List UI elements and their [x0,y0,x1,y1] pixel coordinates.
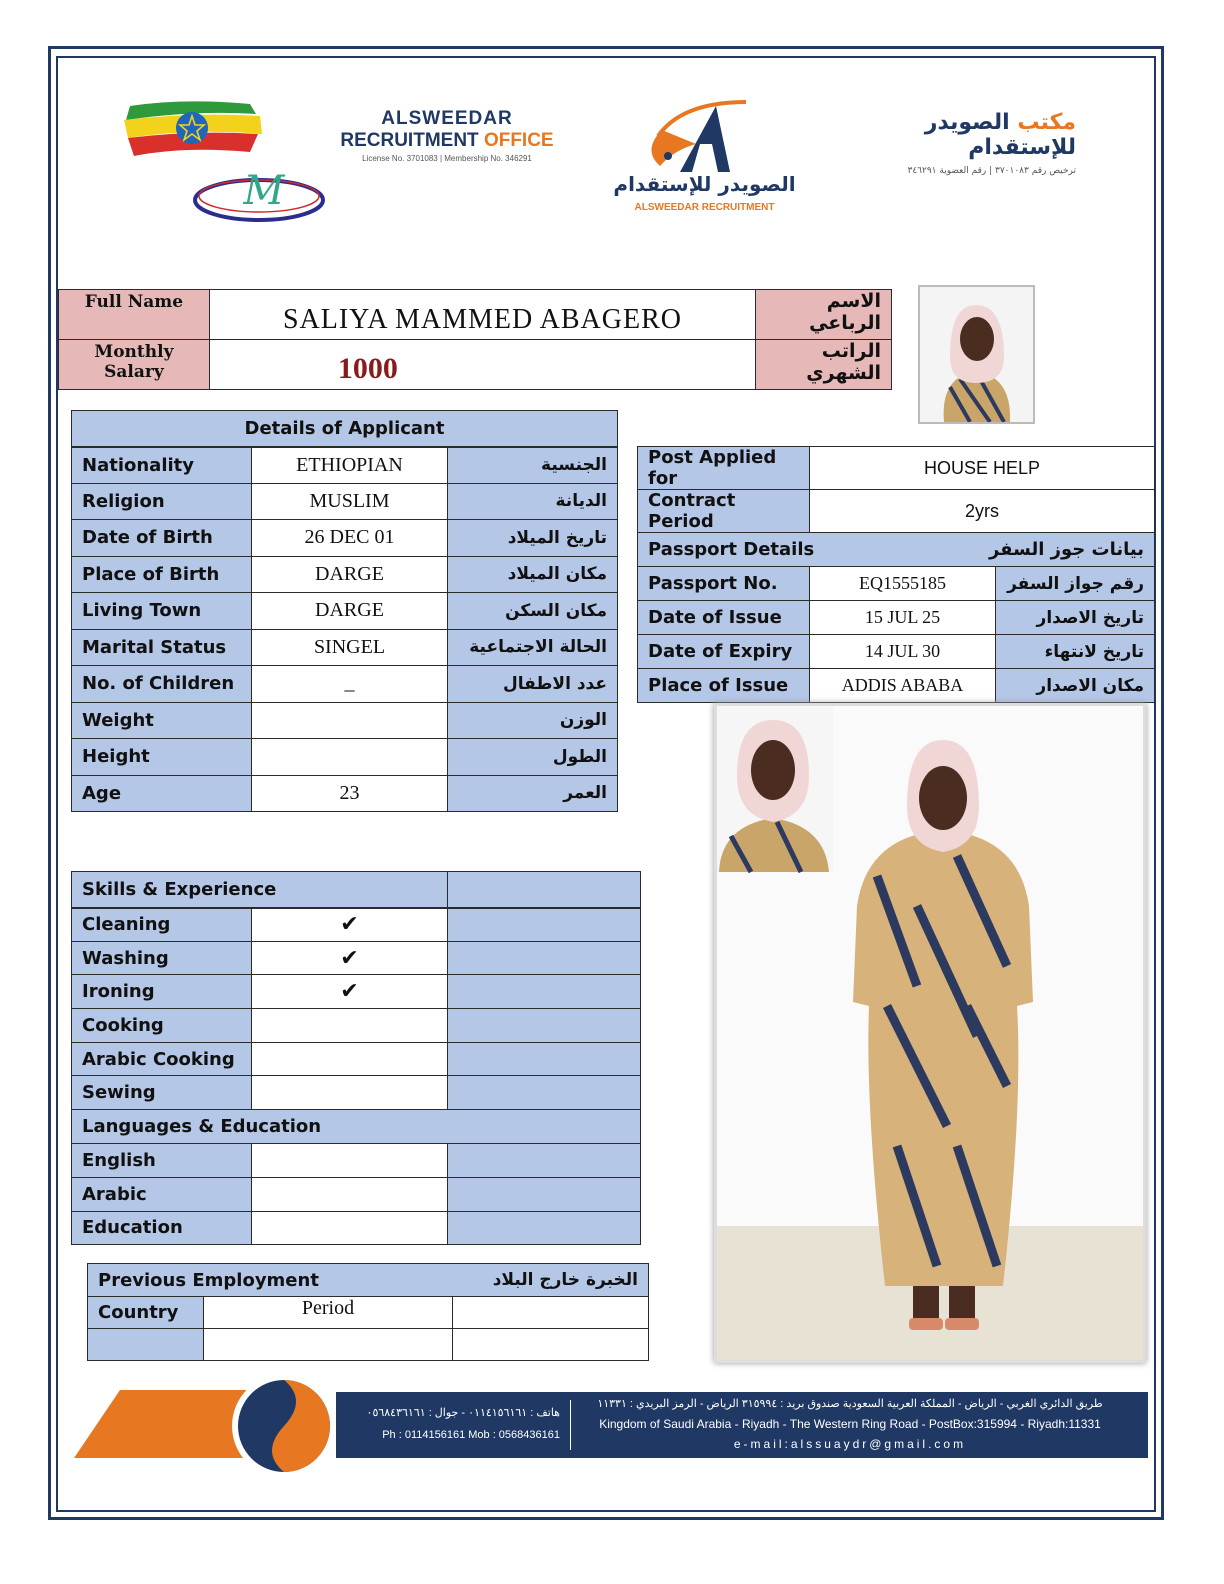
skill-label-cell [72,941,252,975]
footer-address-english: Kingdom of Saudi Arabia - Riyadh - The Western Ring Road - PostBox:315994 - Riyadh:11331 [599,1417,1101,1431]
details-label: Living Town [82,600,202,622]
details-label: No. of Children [82,673,235,695]
details-arabic-cell [448,593,618,630]
ethiopia-flag-logo [124,100,262,158]
employment-row-extra [453,1329,649,1361]
passport-label: Place of Issue [648,675,789,696]
skill-row [72,1042,641,1076]
skills-title-empty-cell [448,872,641,908]
skill-label: English [82,1149,156,1171]
salary-arabic: الراتب الشهري [806,340,881,384]
details-label-cell [72,739,252,776]
passport-arabic: تاريخ الاصدار [1036,607,1144,628]
skill-row [72,975,641,1009]
full-name-arabic-cell [756,290,892,340]
skill-label-cell [72,1076,252,1110]
details-arabic-cell [448,556,618,593]
details-label: Age [82,782,122,804]
period-header-cell [204,1297,453,1329]
passport-label-cell [638,635,810,669]
details-label: Date of Birth [82,527,213,549]
office-english-logo [332,108,562,163]
details-label: Religion [82,490,165,512]
skill-check-cell [252,908,448,942]
portrait-small-image [920,287,1033,422]
details-arabic: تاريخ الميلاد [507,527,607,548]
details-value-cell [252,520,448,557]
contract-value-cell [810,490,1155,533]
details-row [72,702,618,739]
passport-value: ADDIS ABABA [841,675,964,695]
details-row [72,556,618,593]
salary-value: 1000 [337,351,398,385]
skill-label-cell [72,908,252,942]
details-arabic: الجنسية [541,455,607,475]
skill-row [72,1211,641,1245]
skill-extra-cell [448,908,641,942]
skill-check-cell [252,941,448,975]
skills-table [71,871,641,1245]
details-row [72,483,618,520]
details-arabic-cell [448,520,618,557]
details-value: _ [344,672,355,695]
details-arabic-cell [448,666,618,703]
skill-extra-cell [448,1177,641,1211]
details-label-cell [72,629,252,666]
passport-arabic: تاريخ لانتهاء [1044,641,1144,662]
passport-label: Passport No. [648,573,778,594]
passport-value: 14 JUL 30 [864,641,941,661]
post-passport-table [637,446,1155,703]
passport-arabic: مكان الاصدار [1036,675,1144,696]
details-arabic: مكان الميلاد [507,564,607,585]
skill-label: Education [82,1217,183,1239]
footer-address-arabic: طريق الدائري الغربي - الرياض - المملكة العربية السعودية صندوق بريد : ٣١٥٩٩٤ الرياض - الرمز البريدي : ١١٣٣١ [597,1398,1103,1410]
skill-label-cell [72,1177,252,1211]
skill-label: Washing [82,947,169,969]
details-arabic: الحالة الاجتماعية [469,637,607,658]
contract-label-cell [638,490,810,533]
details-label-cell [72,593,252,630]
details-row [72,447,618,484]
m-logo-letter: M [243,168,285,214]
office-arabic-name: مكتب الصويدر للإستقدام [924,110,1076,160]
footer-phone [360,1402,560,1446]
skill-check-cell [252,1177,448,1211]
contract-label: Contract Period [648,490,736,532]
details-label: Marital Status [82,636,227,658]
details-row [72,666,618,703]
employment-table [87,1263,649,1361]
details-table [71,410,618,812]
skill-label-cell [72,1009,252,1043]
alsweedar-a-logo [612,100,797,218]
passport-row [638,635,1155,669]
details-value-cell [252,483,448,520]
office-license-text: License No. 3701083 | Membership No. 346291 [362,154,532,163]
skill-row [72,908,641,942]
details-value-cell [252,702,448,739]
office-name-line1: ALSWEEDAR [381,108,513,129]
details-title-cell [72,411,618,447]
skill-label: Cleaning [82,914,171,936]
passport-value: 15 JUL 25 [864,607,941,627]
passport-value-cell [810,669,996,703]
office-arabic-license: ترخيص رقم ٣٧٠١٠٨٣ | رقم العضوية ٣٤٦٢٩١ [907,166,1076,176]
details-label-cell [72,483,252,520]
details-value-cell [252,593,448,630]
details-arabic: العمر [563,783,607,804]
skill-label: Sewing [82,1082,156,1104]
details-title: Details of Applicant [244,417,445,439]
details-row [72,629,618,666]
details-value: 23 [339,781,360,804]
footer-phone-arabic: هاتف : ٠١١٤١٥٦١٦١ - جوال : ٠٥٦٨٤٣٦١٦١ [366,1407,560,1419]
employment-row-country [88,1329,204,1361]
details-arabic-cell [448,702,618,739]
details-label: Place of Birth [82,563,220,585]
details-arabic-cell [448,447,618,484]
passport-row [638,601,1155,635]
details-arabic: الطول [552,746,607,767]
details-arabic-cell [448,629,618,666]
salary-label-cell [59,340,210,390]
office-arabic-logo [820,110,1076,176]
skill-label: Cooking [82,1014,164,1036]
country-header: Country [98,1302,179,1323]
skill-extra-cell [448,1144,641,1178]
details-value: 26 DEC 01 [304,526,395,549]
skill-check-cell [252,1009,448,1043]
details-value-cell [252,629,448,666]
applicant-photo-full [714,703,1146,1363]
employment-title-cell [88,1264,649,1297]
details-value: ETHIOPIAN [296,453,403,476]
details-value: MUSLIM [309,489,390,512]
details-label-cell [72,556,252,593]
footer-phone-english: Ph : 0114156161 Mob : 0568436161 [382,1429,560,1441]
skill-extra-cell [448,975,641,1009]
details-value-cell [252,666,448,703]
details-arabic-cell [448,739,618,776]
check-mark-icon: ✔ [340,912,359,938]
footer-circle-logo [230,1372,338,1480]
check-mark-icon: ✔ [340,945,359,971]
details-value-cell [252,556,448,593]
passport-label-cell [638,567,810,601]
post-label: Post Applied for [648,447,777,489]
skill-row [72,1177,641,1211]
skill-check-cell [252,1211,448,1245]
post-value-cell [810,447,1155,490]
passport-title: Passport Details [648,539,815,560]
post-value: HOUSE HELP [923,457,1041,478]
details-label: Weight [82,709,154,731]
passport-label: Date of Expiry [648,641,793,662]
details-value: DARGE [315,599,384,622]
footer-address [580,1394,1120,1454]
details-label-cell [72,775,252,812]
full-name-label: Full Name [84,292,184,312]
details-arabic: الديانة [555,491,607,512]
passport-arabic: رقم جواز السفر [1007,573,1144,594]
languages-title: Languages & Education [82,1116,322,1138]
full-name-label-cell [59,290,210,340]
contract-value: 2yrs [964,500,999,521]
skill-row [72,1009,641,1043]
skill-extra-cell [448,1211,641,1245]
salary-label: Monthly Salary [94,342,174,382]
footer-orange-shape [74,1390,246,1458]
details-row [72,593,618,630]
employment-header-empty-cell [453,1297,649,1329]
details-label: Nationality [82,454,194,476]
passport-arabic-cell [996,669,1155,703]
skill-label: Arabic [82,1183,147,1205]
passport-label: Date of Issue [648,607,782,628]
details-arabic: عدد الاطفال [503,673,607,694]
details-value: SINGEL [313,635,386,658]
full-body-image [717,706,1143,1360]
skill-check-cell [252,1144,448,1178]
skill-label: Ironing [82,981,155,1003]
details-row [72,520,618,557]
passport-value: EQ1555185 [859,573,946,593]
salary-value-cell [209,340,755,390]
details-label-cell [72,447,252,484]
center-logo-english: ALSWEEDAR RECRUITMENT [634,202,775,213]
passport-value-cell [810,635,996,669]
passport-title-arabic: بيانات جوز السفر [988,539,1144,560]
skill-row [72,1076,641,1110]
skill-label-cell [72,1211,252,1245]
passport-title-cell [638,533,1155,567]
skill-label-cell [72,975,252,1009]
details-label-cell [72,666,252,703]
details-label-cell [72,702,252,739]
details-label-cell [72,520,252,557]
skill-check-cell [252,1076,448,1110]
skills-title: Skills & Experience [82,878,277,900]
details-arabic-cell [448,483,618,520]
details-arabic-cell [448,775,618,812]
skill-extra-cell [448,1076,641,1110]
details-value: DARGE [315,562,384,585]
salary-arabic-cell [756,340,892,390]
skill-row [72,941,641,975]
details-arabic: الوزن [559,710,607,731]
details-value-cell [252,775,448,812]
employment-title: Previous Employment [98,1269,319,1291]
check-mark-icon: ✔ [340,979,359,1005]
passport-label-cell [638,669,810,703]
period-header: Period [301,1297,355,1319]
skills-title-cell [72,872,448,908]
details-row [72,775,618,812]
details-arabic: مكان السكن [505,600,607,621]
name-salary-table [58,289,892,390]
details-value-cell [252,739,448,776]
passport-arabic-cell [996,567,1155,601]
full-name-value: SALIYA MAMMED ABAGERO [282,303,682,335]
center-logo-arabic: الصويدر للإستقدام [613,172,796,196]
passport-row [638,669,1155,703]
full-name-arabic: الاسم الرباعي [809,290,881,334]
details-row [72,739,618,776]
passport-row [638,567,1155,601]
passport-value-cell [810,567,996,601]
footer-email[interactable]: e-mail:alssuaydr@gmail.com [733,1437,967,1451]
office-name-line2: RECRUITMENT OFFICE [340,130,554,151]
employment-row-period [204,1329,453,1361]
skill-check-cell [252,975,448,1009]
skill-row [72,1144,641,1178]
details-label: Height [82,746,150,768]
details-value-cell [252,447,448,484]
passport-value-cell [810,601,996,635]
passport-arabic-cell [996,635,1155,669]
skill-extra-cell [448,941,641,975]
skill-extra-cell [448,1042,641,1076]
country-header-cell [88,1297,204,1329]
applicant-photo-small [918,285,1035,424]
employment-title-arabic: الخبرة خارج البلاد [492,1269,638,1290]
skill-check-cell [252,1042,448,1076]
skill-label-cell [72,1042,252,1076]
languages-title-cell [72,1110,641,1144]
passport-label-cell [638,601,810,635]
skill-label-cell [72,1144,252,1178]
passport-arabic-cell [996,601,1155,635]
skill-label: Arabic Cooking [82,1048,235,1070]
footer-divider [570,1400,571,1450]
skill-extra-cell [448,1009,641,1043]
full-name-value-cell [209,290,755,340]
post-label-cell [638,447,810,490]
